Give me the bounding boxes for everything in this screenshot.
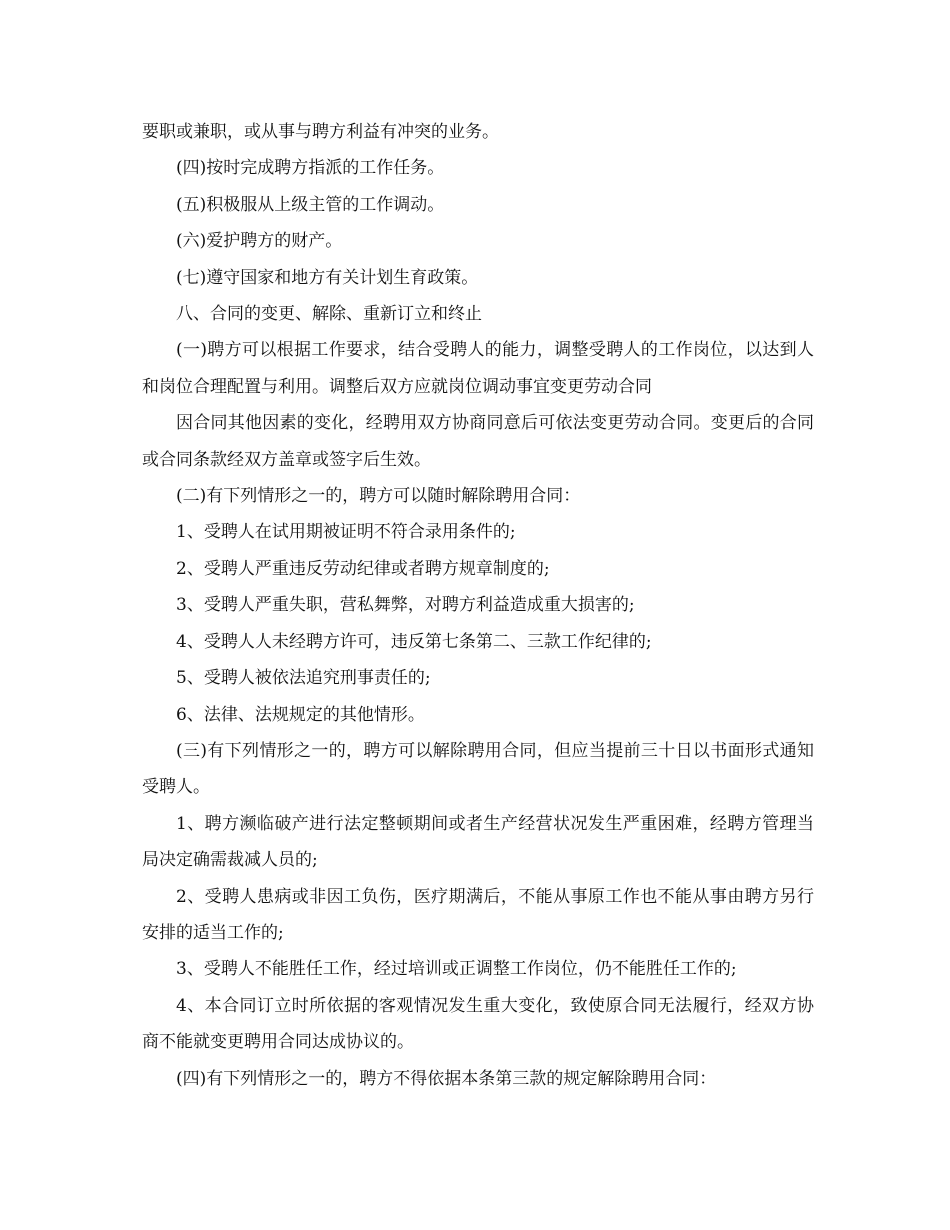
list-item: 2、受聘人严重违反劳动纪律或者聘方规章制度的;: [176, 558, 550, 579]
list-item: 1、聘方濒临破产进行法定整顿期间或者生产经营状况发生严重困难，经聘方管理当局决定确需裁减人员的;: [142, 813, 814, 871]
clause-4-complete-tasks: (四)按时完成聘方指派的工作任务。: [176, 158, 445, 179]
clause-6-protect-property: (六)爱护聘方的财产。: [176, 231, 343, 252]
clause-2-immediate-termination: (二)有下列情形之一的，聘方可以随时解除聘用合同：: [176, 486, 581, 507]
list-item: 2、受聘人患病或非因工负伤，医疗期满后，不能从事原工作也不能从事由聘方另行安排的适当工作的;: [142, 886, 814, 943]
list-item: 4、本合同订立时所依据的客观情况发生重大变化，致使原合同无法履行，经双方协商不能就变更聘用合同达成协议的。: [142, 995, 814, 1053]
clause-4-no-termination: (四)有下列情形之一的，聘方不得依据本条第三款的规定解除聘用合同：: [176, 1068, 717, 1089]
clause-3-notice-termination: (三)有下列情形之一的，聘方可以解除聘用合同，但应当提前三十日以书面形式通知受聘人。: [142, 740, 814, 798]
list-item: 1、受聘人在试用期被证明不符合录用条件的;: [176, 522, 516, 543]
list-item: 4、受聘人人未经聘方许可，违反第七条第二、三款工作纪律的;: [176, 631, 652, 652]
list-item: 5、受聘人被依法追究刑事责任的;: [176, 668, 431, 689]
clause-5-obey-transfers: (五)积极服从上级主管的工作调动。: [176, 194, 445, 215]
paragraph-continuation: 要职或兼职，或从事与聘方利益有冲突的业务。: [142, 122, 499, 142]
paragraph-other-changes: 因合同其他因素的变化，经聘用双方协商同意后可依法变更劳动合同。变更后的合同或合同条款经双方盖章或签字后生效。: [142, 413, 814, 470]
section-heading-8: 八、合同的变更、解除、重新订立和终止: [176, 304, 482, 325]
list-item: 3、受聘人严重失职，营私舞弊，对聘方利益造成重大损害的;: [176, 595, 635, 616]
list-item: 6、法律、法规规定的其他情形。: [176, 704, 425, 725]
document-body: [142, 114, 814, 1097]
clause-7-family-planning: (七)遵守国家和地方有关计划生育政策。: [176, 267, 479, 288]
list-item: 3、受聘人不能胜任工作，经过培训或正调整工作岗位，仍不能胜任工作的;: [176, 959, 737, 980]
clause-1-adjust-position: (一)聘方可以根据工作要求，结合受聘人的能力，调整受聘人的工作岗位，以达到人和岗位合理配置与利用。调整后双方应就岗位调动事宜变更劳动合同: [142, 340, 814, 397]
